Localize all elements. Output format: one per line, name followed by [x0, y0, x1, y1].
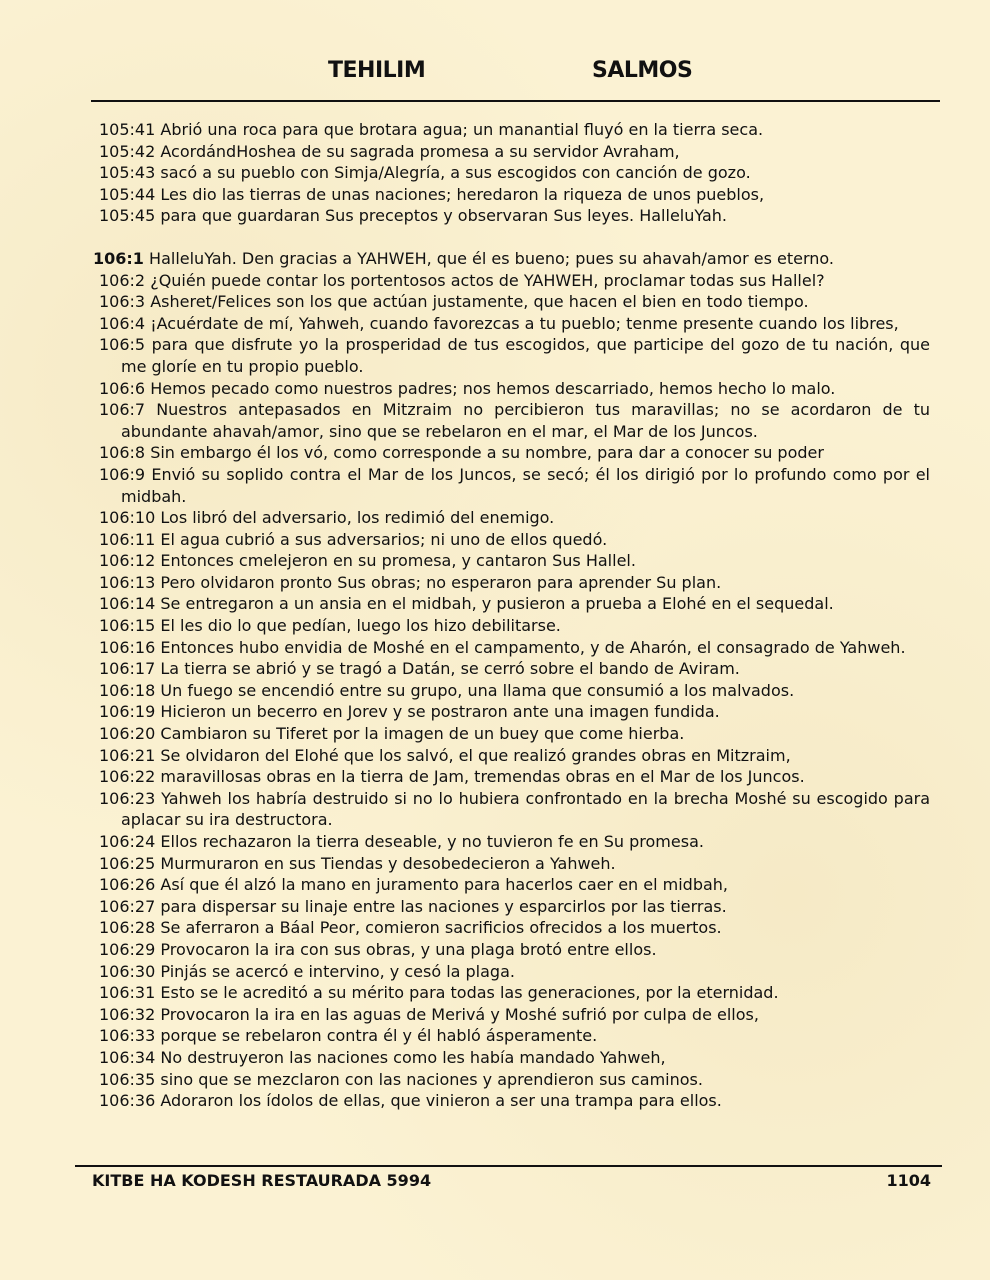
verse-text: ¿Quién puede contar los portentosos actos de YAHWEH, proclamar todas sus Hallel?	[150, 270, 825, 290]
verse-text: Se aferraron a Báal Peor, comieron sacrificios ofrecidos a los muertos.	[160, 918, 722, 938]
verse-ref: 106:25	[99, 853, 156, 873]
verse-ref: 106:17	[99, 659, 156, 679]
verse	[93, 680, 930, 702]
verse	[93, 572, 930, 594]
verse	[93, 658, 930, 680]
verse-text: Yahweh los habría destruido si no lo hubiera confrontado en la brecha Moshé su escogido para aplacar su ira destructora.	[121, 788, 931, 830]
verse-ref: 106:4	[99, 313, 146, 333]
verse	[93, 939, 930, 961]
verse-text: Provocaron la ira en las aguas de Merivá y Moshé sufrió por culpa de ellos,	[160, 1004, 759, 1024]
verse-ref: 105:41	[99, 120, 156, 139]
verse-ref: 106:8	[99, 443, 146, 463]
verse	[93, 442, 930, 464]
verse-ref: 106:30	[99, 961, 156, 981]
verse-text: Murmuraron en sus Tiendas y desobedecieron a Yahweh.	[160, 853, 616, 873]
verse	[93, 270, 930, 292]
verse-ref: 106:9	[99, 464, 146, 484]
verse	[93, 205, 930, 227]
verse-text: Entonces cmelejeron en su promesa, y cantaron Sus Hallel.	[160, 551, 636, 571]
page-header	[0, 58, 990, 92]
verse-text: ¡Acuérdate de mí, Yahweh, cuando favorezcas a tu pueblo; tenme presente cuando los libres,	[150, 313, 899, 333]
verse	[93, 874, 930, 896]
verse-text: El agua cubrió a sus adversarios; ni uno de ellos quedó.	[160, 529, 608, 549]
verse	[93, 1025, 930, 1047]
verse	[93, 1069, 930, 1091]
verse-ref: 106:19	[99, 702, 156, 722]
verse-text: Se entregaron a un ansia en el midbah, y pusieron a prueba a Elohé en el sequedal.	[160, 594, 834, 614]
verse-ref: 106:3	[99, 292, 146, 312]
verse-ref: 106:2	[99, 270, 146, 290]
verse-text: HalleluYah. Den gracias a YAHWEH, que él es bueno; pues su ahavah/amor es eterno.	[149, 248, 834, 268]
verse	[93, 464, 930, 507]
verse-text: para dispersar su linaje entre las naciones y esparcirlos por las tierras.	[160, 896, 727, 916]
verse-text: Abrió una roca para que brotara agua; un manantial fluyó en la tierra seca.	[160, 120, 764, 139]
verse-ref: 106:11	[99, 529, 156, 549]
verse-ref: 106:10	[99, 508, 156, 528]
verse-ref: 106:29	[99, 939, 156, 959]
verse-text: sino que se mezclaron con las naciones y aprendieron sus caminos.	[160, 1069, 703, 1089]
verse-text: para que guardaran Sus preceptos y observaran Sus leyes. HalleluYah.	[160, 206, 727, 226]
verse-text: Cambiaron su Tiferet por la imagen de un buey que come hierba.	[160, 724, 685, 744]
verse-ref: 106:6	[99, 378, 146, 398]
verse	[93, 896, 930, 918]
verse-ref: 105:44	[99, 184, 156, 204]
verse-ref: 106:34	[99, 1047, 156, 1067]
verse-text: maravillosas obras en la tierra de Jam, tremendas obras en el Mar de los Juncos.	[160, 767, 805, 787]
verse	[93, 615, 930, 637]
verse-ref: 105:42	[99, 141, 156, 161]
verse-text: Hemos pecado como nuestros padres; nos hemos descarriado, hemos hecho lo malo.	[150, 378, 836, 398]
verse	[93, 550, 930, 572]
verse	[93, 1004, 930, 1026]
verse-ref: 106:21	[99, 745, 156, 765]
book-title: KITBE HA KODESH RESTAURADA 5994	[92, 1171, 432, 1190]
header-title-left: TEHILIM	[328, 58, 426, 83]
verse-ref: 106:5	[99, 335, 146, 355]
verse-ref: 106:16	[99, 637, 156, 657]
verse	[93, 184, 930, 206]
verse-ref: 106:12	[99, 551, 156, 571]
verse-text: Los libró del adversario, los redimió del enemigo.	[160, 508, 555, 528]
verse-ref: 105:45	[99, 206, 156, 226]
verse-text: Nuestros antepasados en Mitzraim no percibieron tus maravillas; no se acordaron de tu abundante ahavah/amor, sino que se rebelaron en el mar, el Mar de los Juncos.	[121, 400, 930, 441]
verse	[93, 1047, 930, 1069]
header-divider	[91, 100, 940, 102]
verse-ref: 106:14	[99, 594, 156, 614]
verse-text: Les dio las tierras de unas naciones; heredaron la riqueza de unos pueblos,	[160, 184, 765, 204]
verse-text: Sin embargo él los vó, como corresponde a su nombre, para dar a conocer su poder	[150, 443, 824, 463]
verse-text: Así que él alzó la mano en juramento para hacerlos caer en el midbah,	[160, 875, 729, 895]
verse-text: Asheret/Felices son los que actúan justamente, que hacen el bien en todo tiempo.	[150, 292, 809, 312]
verse-ref: 106:20	[99, 724, 156, 744]
verse-ref: 106:27	[99, 896, 156, 916]
verse-ref: 106:28	[99, 918, 156, 938]
verse	[93, 291, 930, 313]
verse-ref: 106:31	[99, 983, 156, 1003]
verse-text: Ellos rechazaron la tierra deseable, y no tuvieron fe en Su promesa.	[160, 832, 704, 851]
verse	[93, 701, 930, 723]
header-title-right: SALMOS	[592, 58, 693, 83]
verse-ref: 106:24	[99, 832, 156, 851]
footer-divider	[75, 1165, 942, 1167]
verse	[93, 766, 930, 788]
verse-text: Un fuego se encendió entre su grupo, una llama que consumió a los malvados.	[160, 680, 795, 700]
verse-text: sacó a su pueblo con Simja/Alegría, a sus escogidos con canción de gozo.	[160, 163, 751, 183]
chapter-start-verse	[93, 248, 930, 270]
verse-text: La tierra se abrió y se tragó a Datán, se cerró sobre el bando de Aviram.	[160, 659, 740, 679]
page-footer	[0, 1171, 990, 1193]
verse-text: porque se rebelaron contra él y él habló ásperamente.	[160, 1026, 598, 1046]
verse-text: Esto se le acreditó a su mérito para todas las generaciones, por la eternidad.	[160, 983, 779, 1003]
verse	[93, 119, 930, 141]
verse	[93, 723, 930, 745]
verse-ref: 106:15	[99, 616, 156, 636]
verse-text: Provocaron la ira con sus obras, y una plaga brotó entre ellos.	[160, 939, 657, 959]
verse	[93, 507, 930, 529]
verse	[93, 637, 930, 659]
verse-text: Se olvidaron del Elohé que los salvó, el que realizó grandes obras en Mitzraim,	[160, 745, 791, 765]
verse-text: Pinjás se acercó e intervino, y cesó la plaga.	[160, 961, 515, 981]
verse	[93, 788, 930, 831]
verse	[93, 593, 930, 615]
verse	[93, 162, 930, 184]
verse-ref: 106:7	[99, 400, 146, 420]
verse	[93, 529, 930, 551]
verse-text: Hicieron un becerro en Jorev y se postraron ante una imagen fundida.	[160, 702, 720, 722]
verse-ref: 105:43	[99, 163, 156, 183]
page-number: 1104	[886, 1171, 931, 1190]
verse-ref: 106:26	[99, 875, 156, 895]
verse-ref: 106:33	[99, 1026, 156, 1046]
verse-text: No destruyeron las naciones como les había mandado Yahweh,	[160, 1047, 666, 1067]
verse	[93, 334, 930, 377]
verse-ref: 106:32	[99, 1004, 156, 1024]
verse	[93, 378, 930, 400]
verse	[93, 831, 930, 853]
verse-text: El les dio lo que pedían, luego los hizo debilitarse.	[160, 616, 561, 636]
verse	[93, 1090, 930, 1112]
verse-list	[93, 119, 930, 1112]
verse-ref: 106:23	[99, 788, 156, 808]
verse-ref: 106:13	[99, 572, 156, 592]
verse-text: Entonces hubo envidia de Moshé en el campamento, y de Aharón, el consagrado de Yahweh.	[160, 637, 906, 657]
verse	[93, 141, 930, 163]
verse	[93, 313, 930, 335]
verse-ref: 106:1	[93, 248, 144, 268]
verse-text: Envió su soplido contra el Mar de los Juncos, se secó; él los dirigió por lo profundo como por el midbah.	[121, 464, 931, 506]
verse-text: para que disfrute yo la prosperidad de tus escogidos, que participe del gozo de tu nación, que me gloríe en tu propio pueblo.	[121, 335, 930, 376]
verse	[93, 982, 930, 1004]
verse-text: Adoraron los ídolos de ellas, que vinieron a ser una trampa para ellos.	[160, 1091, 722, 1111]
verse-text: Pero olvidaron pronto Sus obras; no esperaron para aprender Su plan.	[160, 572, 722, 592]
verse-ref: 106:35	[99, 1069, 156, 1089]
verse-ref: 106:36	[99, 1091, 156, 1111]
verse	[93, 745, 930, 767]
verse	[93, 917, 930, 939]
verse	[93, 853, 930, 875]
verse-ref: 106:18	[99, 680, 156, 700]
verse-ref: 106:22	[99, 767, 156, 787]
verse-text: AcordándHoshea de su sagrada promesa a su servidor Avraham,	[160, 141, 680, 161]
verse	[93, 961, 930, 983]
verse	[93, 399, 930, 442]
